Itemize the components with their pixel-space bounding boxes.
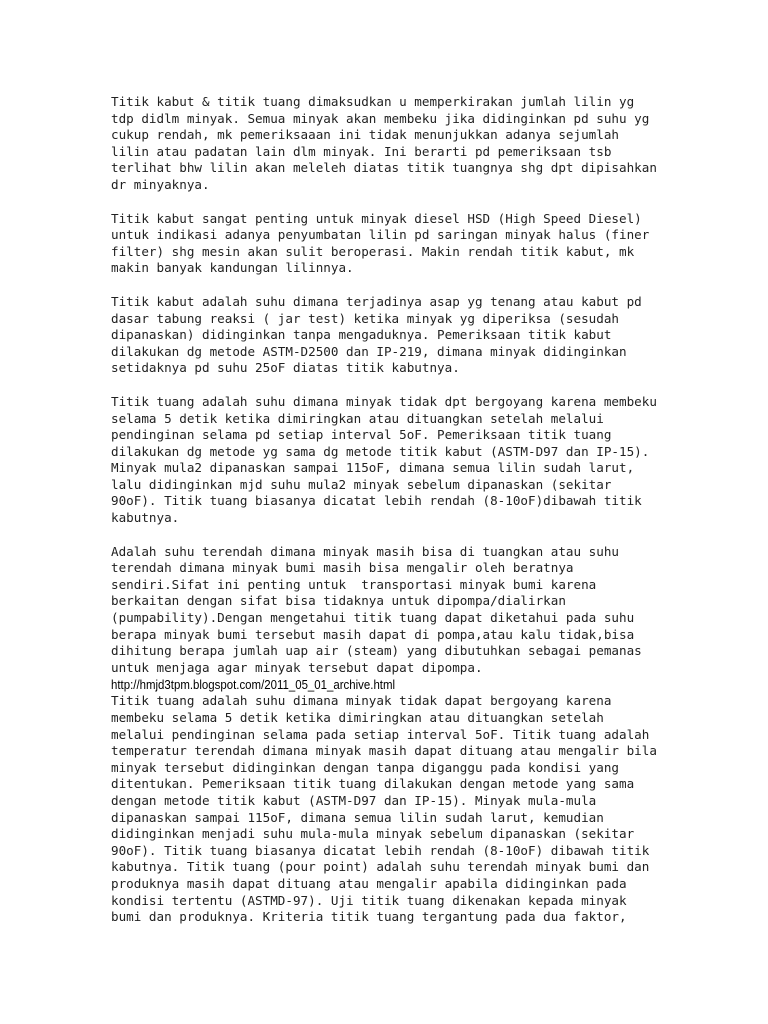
paragraph-cloud-point-importance: Titik kabut sangat penting untuk minyak diesel HSD (High Speed Diesel) untuk indikasi adanya penyumbatan lilin pd saringan minyak halus (finer filter) shg mesin akan sulit beroperasi. Makin rendah titik kabut, mk makin banyak kandungan lilinnya. (111, 210, 650, 276)
paragraph-pour-point-method: Titik tuang adalah suhu dimana minyak tidak dapat bergoyang karena membeku selama 5 detik ketika dimiringkan atau dituangkan setelah melalui pendinginan selama pada setiap interval 5oF. Titik tuang adalah temperatur terendah dimana minyak masih dapat dituang atau mengalir bila minyak tersebut didinginkan dengan tanpa diganggu pada kondisi yang ditentukan. Pemeriksaan titik tuang dilakukan dengan metode yang sama dengan metode titik kabut (ASTM-D97 dan IP-15). Minyak mula-mula dipanaskan sampai 115oF, dimana semua lilin sudah larut, kemudian didinginkan menjadi suhu mula-mula minyak sebelum dipanaskan (sekitar 90oF). Titik tuang biasanya dicatat lebih rendah (8-10oF) dibawah titik kabutnya. Titik tuang (pour point) adalah suhu terendah minyak bumi dan produknya masih dapat dituang atau mengalir apabila didinginkan pada kondisi tertentu (ASTMD-97). Uji titik tuang dikenakan kepada minyak bumi dan produknya. Kriteria titik tuang tergantung pada dua faktor, (111, 693, 657, 925)
source-url: http://hmjd3tpm.blogspot.com/2011_05_01_archive.html (111, 677, 396, 693)
paragraph-pour-point-transport: Adalah suhu terendah dimana minyak masih bisa di tuangkan atau suhu terendah dimana minyak bumi masih bisa mengalir oleh beratnya sendiri.Sifat ini penting untuk transportasi minyak bumi karena berkaitan dengan sifat bisa tidaknya untuk dipompa/dialirkan (pumpability).Dengan mengetahui titik tuang dapat diketahui pada suhu berapa minyak bumi tersebut masih dapat di pompa,atau kalu tidak,bisa dihitung berapa jumlah uap air (steam) yang dibutuhkan sebagai pemanas untuk menjaga agar minyak tersebut dapat dipompa. (111, 543, 642, 675)
document-page (111, 94, 671, 926)
paragraph-pour-point-definition: Titik tuang adalah suhu dimana minyak tidak dpt bergoyang karena membeku selama 5 detik ketika dimiringkan atau dituangkan setelah melalui pendinginan selama pd setiap interval 5oF. Pemeriksaan titik tuang dilakukan dg metode yg sama dg metode titik kabut (ASTM-D97 dan IP-15). Minyak mula2 dipanaskan sampai 115oF, dimana semua lilin sudah larut, lalu didinginkan mjd suhu mula2 minyak sebelum dipanaskan (sekitar 90oF). Titik tuang biasanya dicatat lebih rendah (8-10oF)dibawah titik kabutnya. (111, 393, 657, 526)
paragraph-cloud-point-definition: Titik kabut adalah suhu dimana terjadinya asap yg tenang atau kabut pd dasar tabung reaksi ( jar test) ketika minyak yg diperiksa (sesudah dipanaskan) didinginkan tanpa mengaduknya. Pemeriksaan titik kabut dilakukan dg metode ASTM-D2500 dan IP-219, dimana minyak didinginkan setidaknya pd suhu 25oF diatas titik kabutnya. (111, 293, 642, 376)
paragraph-intro: Titik kabut & titik tuang dimaksudkan u memperkirakan jumlah lilin yg tdp didlm minyak. Semua minyak akan membeku jika didinginkan pd suhu yg cukup rendah, mk pemeriksaaan ini tidak menunjukkan adanya sejumlah lilin atau padatan lain dlm minyak. Ini berarti pd pemeriksaan tsb terlihat bhw lilin akan meleleh diatas titik tuangnya shg dpt dipisahkan dr minyaknya. (111, 94, 657, 192)
